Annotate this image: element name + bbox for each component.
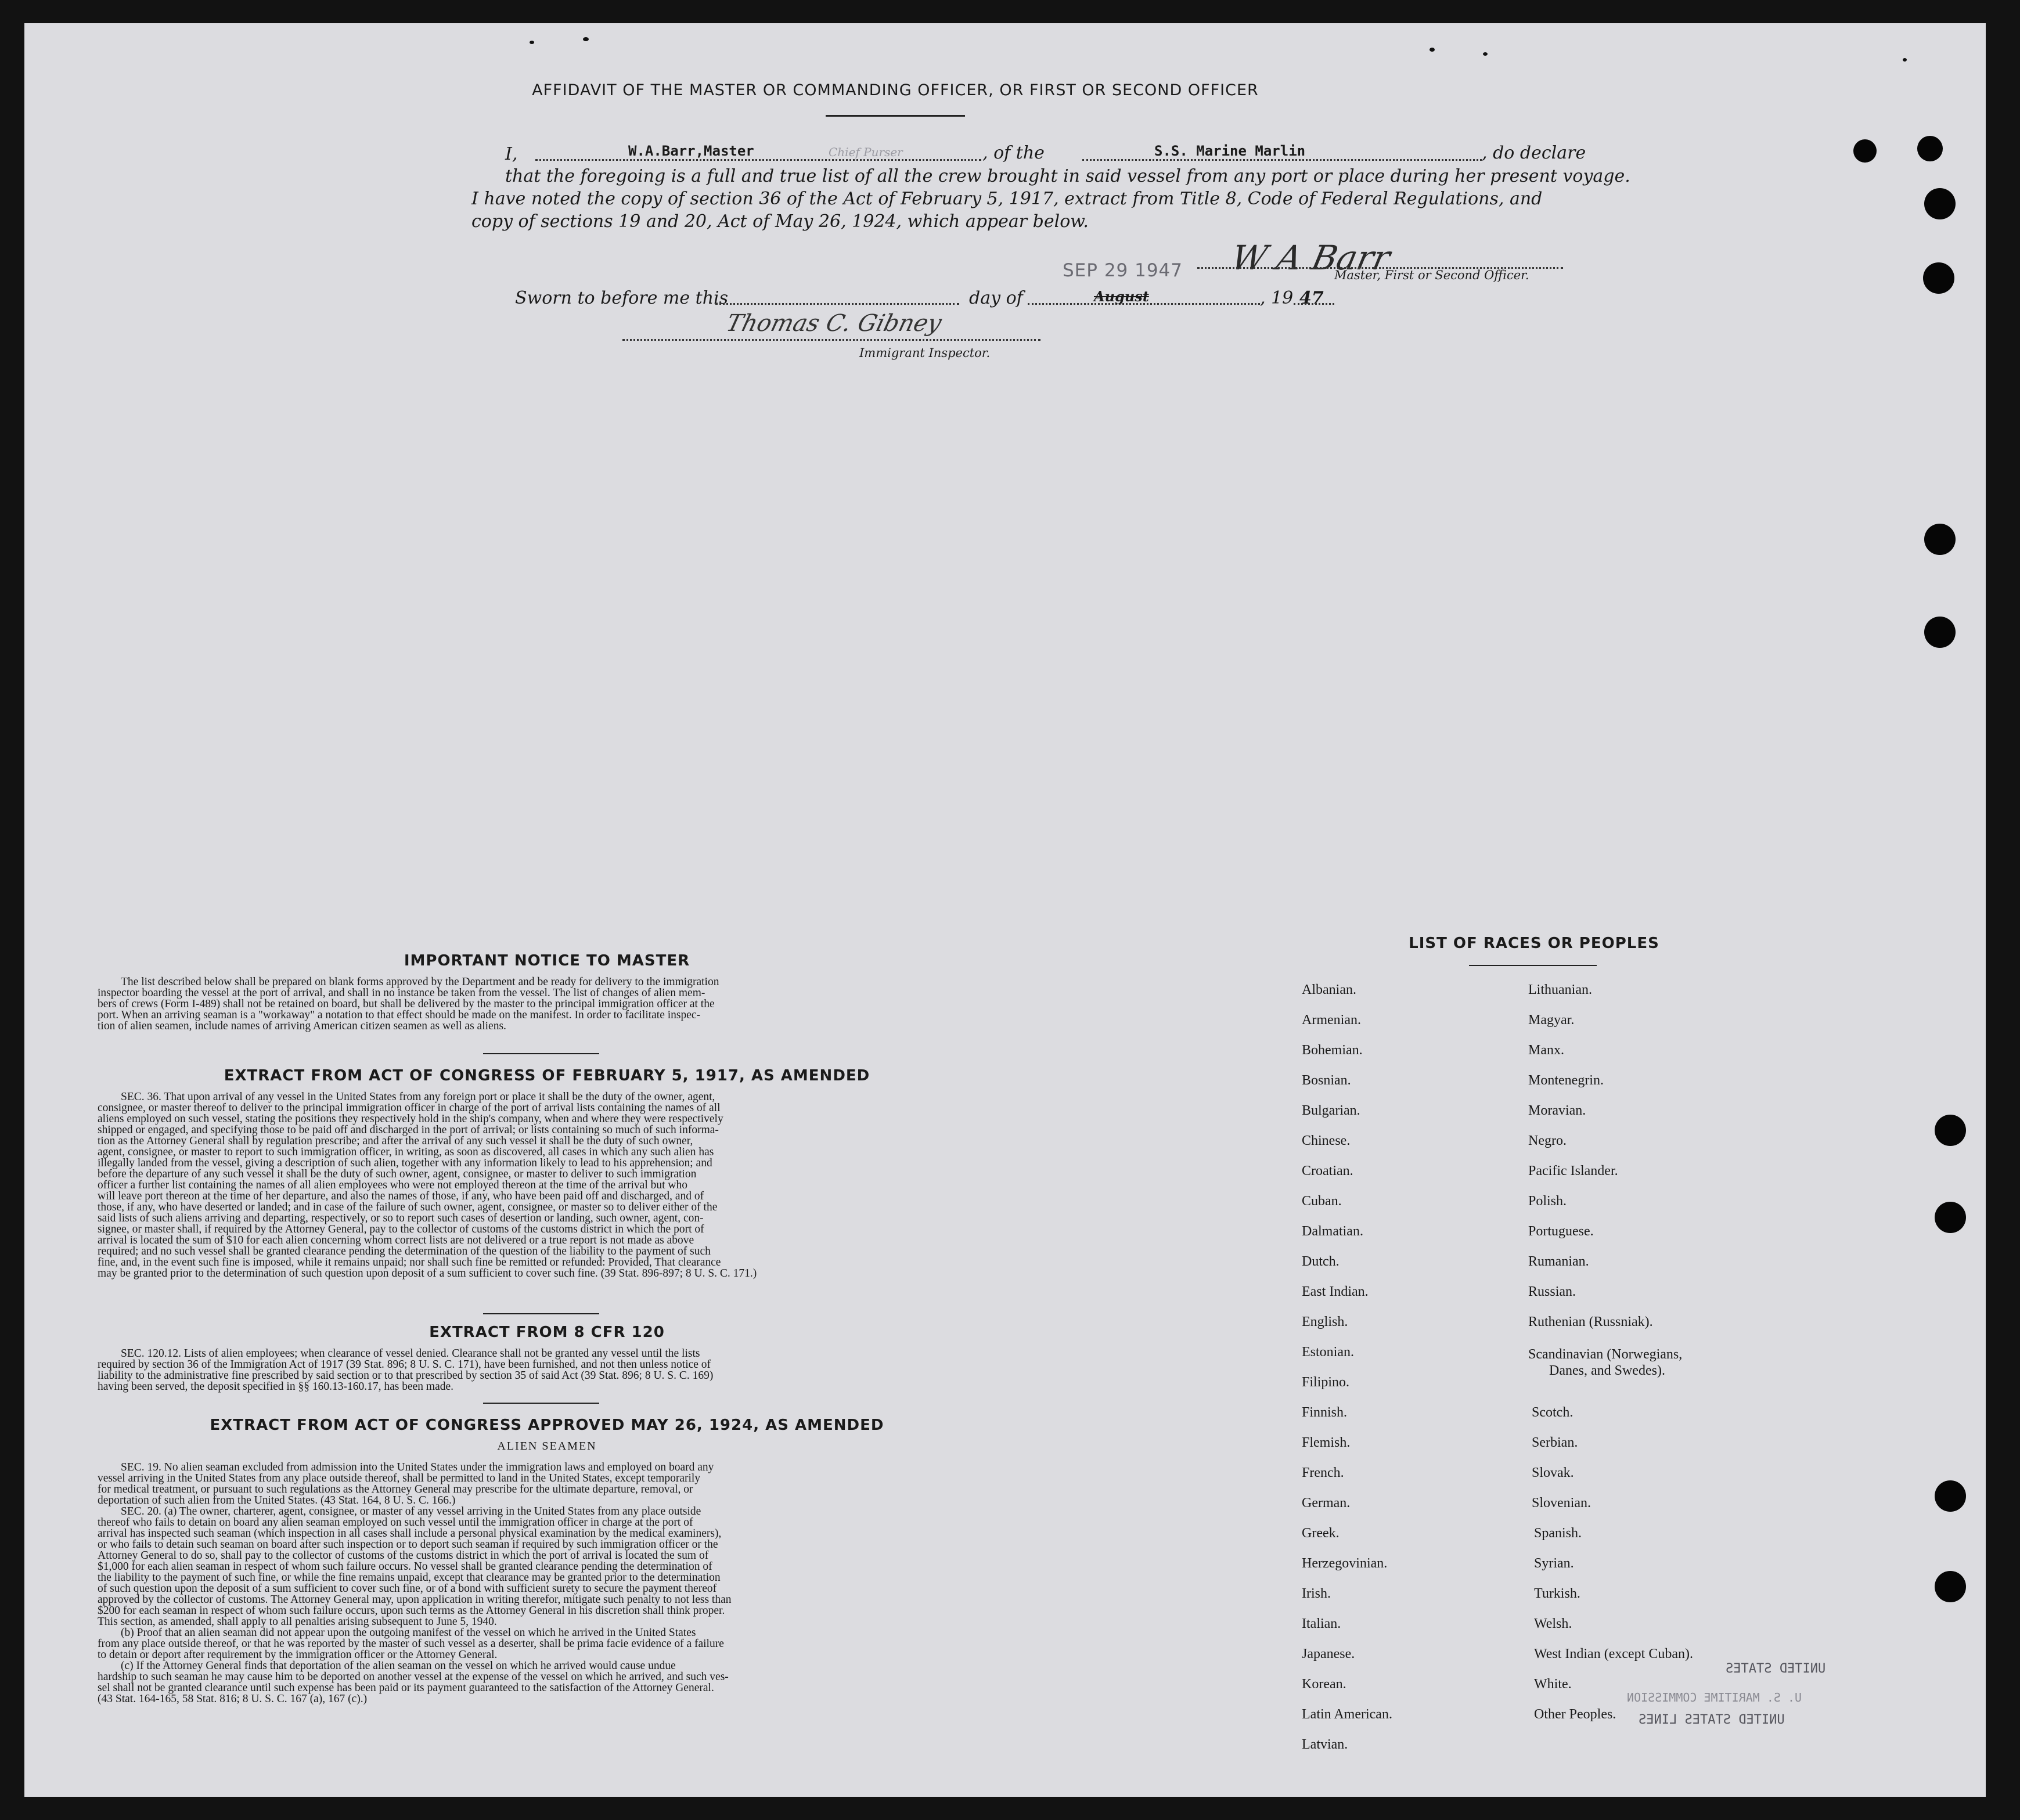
race-item: Turkish. [1534,1586,1580,1601]
extract-line: tion as the Attorney General shall by regulation prescribe; and after the arrival of any such vessel it shall be the duty of such owner, [98,1135,693,1147]
punch-hole [1924,188,1956,219]
year-value: 47 [1299,288,1324,308]
race-item: West Indian (except Cuban). [1534,1646,1693,1662]
extract-line: shipped or engaged, and specifying those to be paid off and discharged in the port of arrival; or lists containing so much of such informa- [98,1124,719,1136]
inspector-caption: Immigrant Inspector. [859,346,991,360]
extract-1924-title: EXTRACT FROM ACT OF CONGRESS APPROVED MAY 26, 1924, AS AMENDED [210,1417,884,1434]
day-of-text: day of [969,288,1023,308]
extract-line: sel shall not be granted clearance until such expense has been paid or its payment guaranteed to the satisfaction of the Attorney General. [98,1682,714,1694]
race-item: Negro. [1528,1133,1567,1148]
extract-line: SEC. 19. No alien seaman excluded from admission into the United States under the immigration laws and employed on board any [121,1461,714,1473]
vessel-name-typed: S.S. Marine Marlin [1154,143,1306,159]
race-item: Montenegrin. [1528,1073,1604,1088]
inspector-signature: Thomas C. Gibney [723,310,945,337]
notice-title: IMPORTANT NOTICE TO MASTER [404,952,690,970]
race-item: Moravian. [1528,1103,1586,1118]
extract-line: will leave port thereon at the time of her departure, and also the names of those, if any, who have been paid off and discharged, and of [98,1190,704,1202]
punch-hole [1923,262,1954,294]
of-the-text: , of the [982,143,1045,163]
extract-line: aliens employed on such vessel, stating the positions they respectively hold in the ship's company, when and where they were respectively [98,1113,723,1125]
extract-line: may be granted prior to the determination of such question upon deposit of a sum sufficient to cover such fine. (39 Stat. 896-897; 8 U. S. C. 171.) [98,1267,757,1280]
extract-line: vessel arriving in the United States from any place outside thereof, shall be permitted to land in the United States, except temporarily [98,1472,701,1484]
race-item: Slovak. [1532,1465,1574,1480]
race-item: Korean. [1302,1677,1346,1692]
punch-hole [1935,1202,1966,1233]
race-item: Croatian. [1302,1163,1353,1179]
race-item: Danes, and Swedes). [1549,1363,1665,1378]
extract-1917-title: EXTRACT FROM ACT OF CONGRESS OF FEBRUARY 5, 1917, AS AMENDED [224,1067,870,1084]
extract-line: illegally landed from the vessel, giving a description of such alien, together with any information likely to lead to his apprehension; and [98,1157,712,1169]
divider [1469,965,1597,966]
master-signature: W A Barr [1227,238,1394,277]
extract-line: required; and no such vessel shall be granted clearance pending the determination of the question of the liability to the payment of such [98,1245,711,1257]
extract-line: before the departure of any such vessel it shall be the duty of such owner, agent, consignee, or master to deliver to such immigration [98,1168,697,1180]
extract-line: said lists of such aliens arriving and departing, respectively, or so to report such cases of desertion or landing, such owner, agent, con- [98,1212,704,1224]
divider [483,1053,599,1054]
race-item: Bosnian. [1302,1073,1351,1088]
extract-line: thereof who fails to detain on board any alien seaman employed on such vessel until the immigration officer in charge at the port of [98,1516,693,1529]
extract-cfr-body [98,1348,977,1392]
race-item: Lithuanian. [1528,982,1592,997]
bleed-through-text: UNITED STATES LINES [1639,1713,1785,1727]
punch-hole [1935,1480,1966,1512]
race-item: White. [1534,1677,1572,1692]
race-item: Portuguese. [1528,1224,1594,1239]
extract-line: liability to the administrative fine prescribed by said section or to that prescribed by section 35 of said Act (39 Stat. 896; 8 U. S. C. 169) [98,1369,714,1382]
extract-line: (43 Stat. 164-165, 58 Stat. 816; 8 U. S. C. 167 (a), 167 (c).) [98,1693,368,1705]
race-item: Pacific Islander. [1528,1163,1618,1179]
divider [483,1313,599,1314]
punch-hole [1935,1571,1966,1602]
extract-line: deportation of such alien from the United States. (43 Stat. 164, 8 U. S. C. 166.) [98,1494,456,1507]
fill-line-name [535,159,981,161]
speck [583,37,589,41]
extract-1924-subtitle: ALIEN SEAMEN [497,1440,597,1453]
extract-line: arrival is located the sum of $10 for each alien concerning whom correct lists are not delivered or a true report is not made as above [98,1234,694,1246]
punch-hole [1924,524,1956,555]
race-item: Rumanian. [1528,1254,1589,1269]
race-item: Ruthenian (Russniak). [1528,1314,1653,1329]
extract-1917-body [98,1091,977,1279]
race-item: Italian. [1302,1616,1341,1631]
fill-line-year [1294,303,1334,305]
race-item: Serbian. [1532,1435,1578,1450]
race-item: Latin American. [1302,1707,1392,1722]
race-item: Bulgarian. [1302,1103,1360,1118]
extract-line: of such question upon the deposit of a sum sufficient to cover such fine, or of a bond with sufficient surety to secure the payment thereof [98,1583,717,1595]
extract-line: SEC. 120.12. Lists of alien employees; when clearance of vessel denied. Clearance shall not be granted any vessel until the lists [121,1347,700,1360]
extract-line: agent, consignee, or master to report to such immigration officer, in writing, as soon as discovered, all cases in which any such alien has [98,1146,714,1158]
extract-line: $1,000 for each alien seaman in respect of whom such failure occurs. No vessel shall be granted clearance pending the determination of [98,1560,712,1573]
speck [530,41,534,44]
extract-line: approved by the collector of customs. The Attorney General may, upon application in writing therefor, mitigate such penalty to not less than [98,1594,732,1606]
extract-line: SEC. 36. That upon arrival of any vessel in the United States from any foreign port or place it shall be the duty of the owner, agent, [121,1091,715,1103]
race-item: Bohemian. [1302,1043,1363,1058]
punch-hole [1917,136,1943,161]
race-item: Japanese. [1302,1646,1355,1662]
race-item: Dutch. [1302,1254,1340,1269]
race-item: Finnish. [1302,1405,1348,1420]
race-item: Magyar. [1528,1012,1575,1028]
race-item: Spanish. [1534,1526,1582,1541]
race-item: French. [1302,1465,1344,1480]
punch-hole [1935,1115,1966,1146]
punch-hole [1853,139,1877,163]
extract-line: This section, as amended, shall apply to all penalties arising subsequent to June 5, 1940. [98,1616,497,1628]
extract-line: from any place outside thereof, or that he was reported by the master of such vessel as a deserter, shall be prima facie evidence of a failure [98,1638,724,1650]
affidavit-line-2: that the foregoing is a full and true list of all the crew brought in said vessel from any port or place during her present voyage. [505,166,1630,186]
notice-line: port. When an arriving seaman is a "workaway" a notation to that effect should be made on the manifest. In order to facilitate inspec- [98,1009,701,1021]
race-item: German. [1302,1495,1351,1511]
race-item: Dalmatian. [1302,1224,1363,1239]
punch-hole [1924,617,1956,648]
race-item: Welsh. [1534,1616,1572,1631]
notice-line: bers of crews (Form I-489) shall not be retained on board, but shall be delivered by the master to the principal immigration officer at the [98,998,715,1010]
affidavit-title: AFFIDAVIT OF THE MASTER OR COMMANDING OFFICER, OR FIRST OR SECOND OFFICER [532,81,1259,99]
race-item: Irish. [1302,1586,1331,1601]
extract-line: Attorney General to do so, shall pay to the collector of customs of the customs district in which the port of arrival is located the sum of [98,1549,709,1562]
races-title: LIST OF RACES OR PEOPLES [1409,935,1659,952]
month-value: August [1094,288,1149,305]
extract-line: $200 for each seaman in respect of whom such failure occurs, upon such terms as the Attorney General in his discretion shall think proper. [98,1605,725,1617]
notice-body [98,976,977,1032]
race-item: Flemish. [1302,1435,1351,1450]
faded-title: Chief Purser [829,145,903,159]
race-item: Albanian. [1302,982,1356,997]
race-item: Scandinavian (Norwegians, [1528,1347,1683,1362]
speck [1903,58,1907,62]
race-item: East Indian. [1302,1284,1369,1299]
divider [483,1403,599,1404]
race-item: Scotch. [1532,1405,1573,1420]
extract-line: to detain or deport after requirement by the immigration officer or the Attorney General. [98,1649,498,1661]
extract-line: or who fails to detain such seaman on board after such inspection or to deport such seaman if required by such immigration officer or the [98,1538,718,1551]
extract-line: fine, and, in the event such fine is imposed, while it remains unpaid; nor shall such fine be remitted or refunded: Provided, That clearance [98,1256,721,1268]
affidavit-i: I, [505,144,518,164]
race-item: Armenian. [1302,1012,1361,1028]
extract-line: the liability to the payment of such fine, or while the fine remains unpaid, except that clearance may be granted prior to the determination [98,1572,721,1584]
race-item: Chinese. [1302,1133,1351,1148]
master-caption: Master, First or Second Officer. [1334,268,1529,282]
race-item: Latvian. [1302,1737,1348,1752]
extract-line: (c) If the Attorney General finds that deportation of the alien seaman on the vessel on which he arrived would cause undue [121,1660,676,1672]
fill-line-vessel [1082,159,1482,161]
year-prefix: , 19 [1260,288,1294,308]
extract-1924-body [98,1462,977,1704]
extract-line: required by section 36 of the Immigration Act of 1917 (39 Stat. 896; 8 U. S. C. 171), have been furnished, and not then unless notice of [98,1358,711,1371]
document-page [24,23,1986,1797]
notice-line: inspector boarding the vessel at the port of arrival, and shall in no instance be taken from the vessel. The list of changes of alien mem- [98,987,705,999]
race-item: Syrian. [1534,1556,1574,1571]
extract-line: (b) Proof that an alien seaman did not appear upon the outgoing manifest of the vessel on which he arrived in the United States [121,1627,696,1639]
speck [1430,48,1435,52]
speck [1483,52,1488,56]
extract-line: signee, or master shall, if required by the Attorney General, pay to the collector of customs of the customs district in which the port of [98,1223,704,1235]
master-name-typed: W.A.Barr,Master [628,143,754,159]
race-item: Manx. [1528,1043,1564,1058]
extract-line: those, if any, who have deserted or landed; and in case of the failure of such owner, agent, consignee, or master so to deliver either of the [98,1201,718,1213]
race-item: Filipino. [1302,1375,1350,1390]
race-item: English. [1302,1314,1348,1329]
race-item: Cuban. [1302,1194,1342,1209]
race-item: Greek. [1302,1526,1340,1541]
affidavit-line-3: I have noted the copy of section 36 of the Act of February 5, 1917, extract from Title 8, Code of Federal Regulations, and [471,189,1543,209]
race-item: Herzegovinian. [1302,1556,1388,1571]
race-item: Other Peoples. [1534,1707,1616,1722]
bleed-through-text: U. S. MARITIME COMMISSION [1627,1691,1802,1704]
do-declare-text: , do declare [1482,143,1586,163]
bleed-through-text: UNITED STATES [1726,1662,1826,1676]
race-item: Estonian. [1302,1345,1354,1360]
sworn-label: Sworn to before me this [515,288,729,308]
affidavit-line-4: copy of sections 19 and 20, Act of May 26, 1924, which appear below. [471,211,1089,232]
race-item: Russian. [1528,1284,1576,1299]
extract-cfr-title: EXTRACT FROM 8 CFR 120 [429,1324,665,1341]
extract-line: SEC. 20. (a) The owner, charterer, agent, consignee, or master of any vessel arriving in the United States from any place outside [121,1505,701,1518]
race-item: Slovenian. [1532,1495,1591,1511]
extract-line: officer a further list containing the names of all alien employees who were not employed thereon at the time of the arrival but who [98,1179,688,1191]
divider [826,115,965,117]
received-date-stamp: SEP 29 1947 [1063,260,1183,281]
extract-line: arrival has inspected such seaman (which inspection in all cases shall include a personal physical examination by the medical examiners), [98,1527,722,1540]
extract-line: for medical treatment, or pursuant to such regulations as the Attorney General may prescribe for the ultimate departure, removal, or [98,1483,693,1495]
extract-line: having been served, the deposit specified in §§ 160.13-160.17, has been made. [98,1381,454,1393]
race-item: Polish. [1528,1194,1567,1209]
notice-line: The list described below shall be prepared on blank forms approved by the Department and be ready for delivery to the immigration [121,976,719,988]
fill-line-day [715,303,959,305]
notice-line: tion of alien seamen, include names of arriving American citizen seamen as well as aliens. [98,1020,506,1032]
extract-line: consignee, or master thereof to deliver to the principal immigration officer in charge of the port of arrival lists containing the names of all [98,1102,721,1114]
fill-line-inspector [622,339,1040,341]
extract-line: hardship to such seaman he may cause him to be deported on another vessel at the expense of the vessel on which he arrived, and such ves- [98,1671,729,1683]
